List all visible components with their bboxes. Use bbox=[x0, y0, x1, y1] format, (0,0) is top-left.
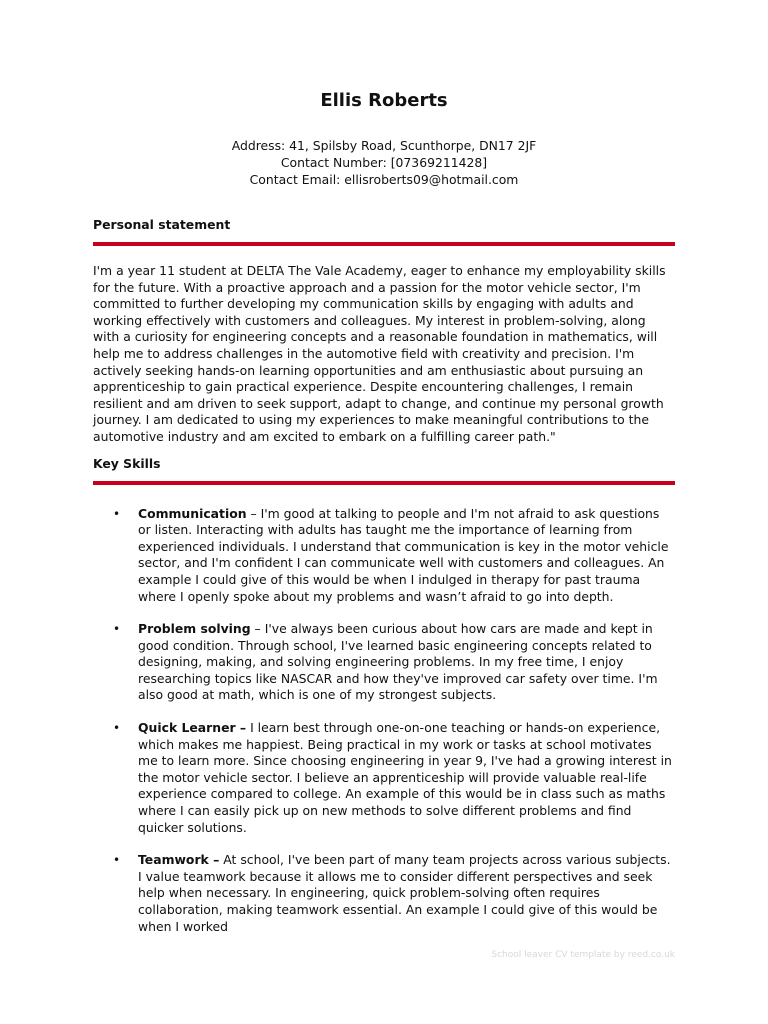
cv-name: Ellis Roberts bbox=[320, 90, 448, 111]
bullet-icon: • bbox=[113, 506, 121, 521]
contact-number-line: Contact Number: [07369211428] bbox=[280, 155, 488, 170]
skill-separator: – bbox=[246, 505, 261, 521]
list-item bbox=[93, 506, 675, 606]
template-credit-footer: School leaver CV template by reed.co.uk bbox=[491, 950, 675, 960]
personal-statement-text: I'm a year 11 student at DELTA The Vale Academy, eager to enhance my employability skills for the future. With a proactive approach and a passion for the motor vehicle sector, I'm committed to further developing my communication skills by engaging with adults and working effectively with customers and colleagues. My interest in problem-solving, along with a curiosity for engineering concepts and a reasonable foundation in mathematics, will help me to address challenges in the automotive field with creativity and precision. I'm actively seeking hands-on learning opportunities and am enthusiastic about pursuing an apprenticeship to gain practical experience. Despite encountering challenges, I remain resilient and am driven to seek support, adapt to change, and continue my personal growth journey. I am dedicated to using my experiences to make meaningful contributions to the automotive industry and am excited to embark on a fulfilling career path." bbox=[93, 263, 666, 444]
contact-block bbox=[93, 137, 675, 188]
section-divider bbox=[93, 481, 675, 485]
list-item bbox=[93, 621, 675, 704]
key-skills-list bbox=[93, 506, 675, 936]
key-skills-heading: Key Skills bbox=[93, 455, 161, 471]
personal-statement-heading: Personal statement bbox=[93, 217, 231, 232]
list-item bbox=[93, 720, 675, 836]
address-line: Address: 41, Spilsby Road, Scunthorpe, DN17 2JF bbox=[231, 138, 537, 153]
skill-name: Teamwork – bbox=[138, 852, 220, 868]
bullet-icon: • bbox=[113, 622, 121, 637]
list-item bbox=[93, 852, 675, 935]
skill-description: I'm good at talking to people and I'm not afraid to ask questions or listen. Interacting with adults has taught me the importance of learning from experienced individuals. I understand that communication is key in the motor vehicle sector, and I'm confident I can communicate well with customers and colleagues. An example I could give of this would be when I indulged in therapy for past trauma where I openly spoke about my problems and wasn’t afraid to go into depth. bbox=[138, 505, 669, 604]
skill-name: Problem solving bbox=[138, 621, 251, 637]
bullet-icon: • bbox=[113, 721, 121, 736]
skill-separator: – bbox=[250, 621, 265, 637]
skill-description: I've always been curious about how cars are made and kept in good condition. Through school, I've learned basic engineering concepts related to designing, making, and solving engineering problems. In my free time, I enjoy researching topics like NASCAR and how they've improved car safety over time. I'm also good at math, which is one of my strongest subjects. bbox=[138, 621, 658, 703]
bullet-icon: • bbox=[113, 853, 121, 868]
skill-name: Quick Learner – bbox=[138, 720, 247, 736]
skill-name: Communication bbox=[138, 505, 247, 521]
cv-page bbox=[93, 86, 675, 951]
skill-description: At school, I've been part of many team projects across various subjects. I value teamwork because it allows me to consider different perspectives and seek help when necessary. In engineering, quick problem-solving often requires collaboration, making teamwork essential. An example I could give of this would be when I worked bbox=[138, 852, 671, 934]
skill-description: I learn best through one-on-one teaching or hands-on experience, which makes me happiest. Being practical in my work or tasks at school motivates me to learn more. Since choosing engineering in year 9, I've had a growing interest in the motor vehicle sector. I believe an apprenticeship will provide valuable real-life experience compared to college. An example of this would be in class such as maths where I can easily pick up on new methods to solve different problems and find quicker solutions. bbox=[138, 720, 672, 835]
section-divider bbox=[93, 242, 675, 246]
contact-email-line: Contact Email: ellisroberts09@hotmail.com bbox=[249, 172, 519, 187]
